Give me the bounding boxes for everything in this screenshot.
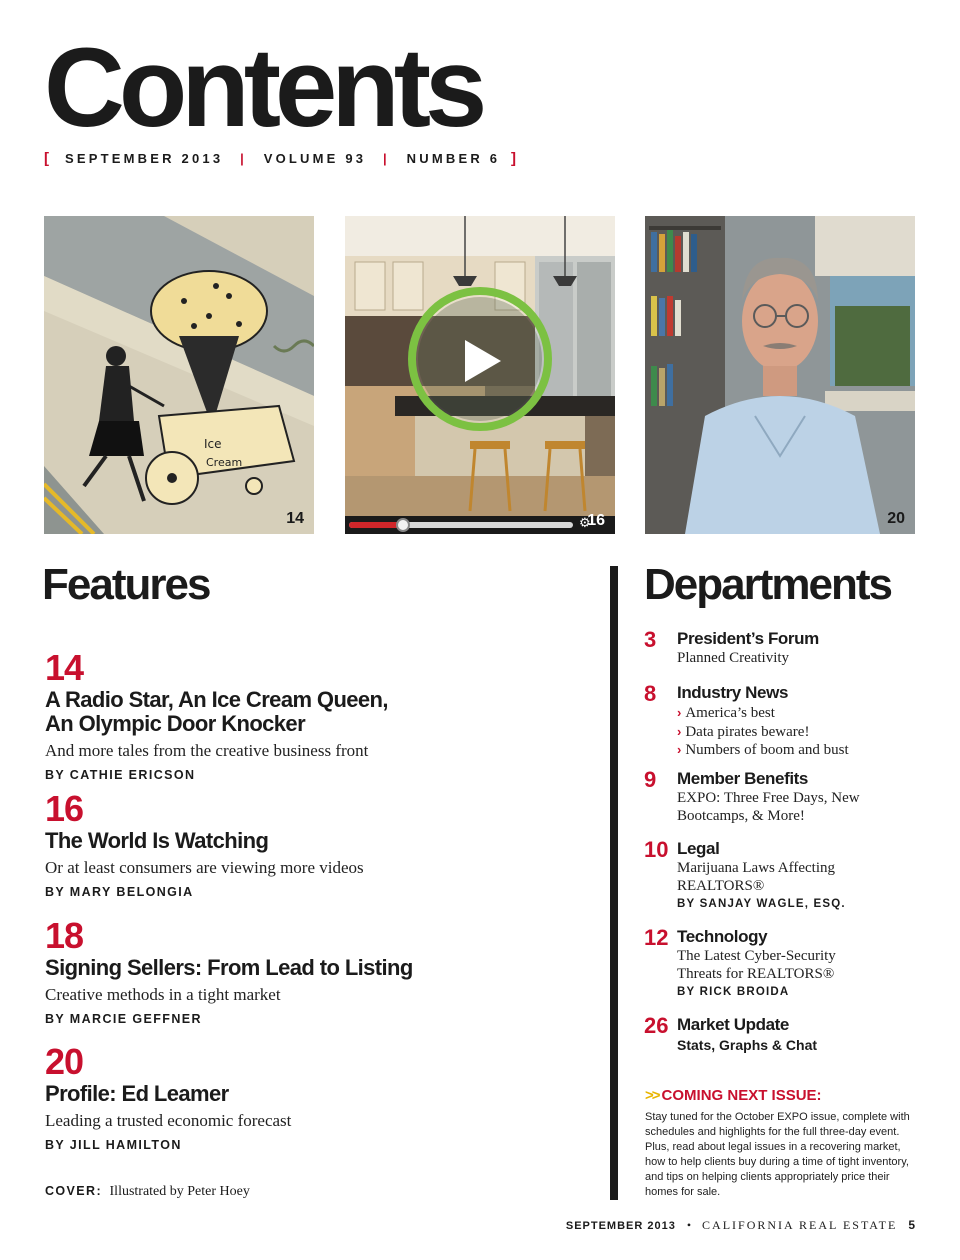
issue-number: NUMBER 6: [406, 151, 501, 166]
department-bullet-text: Numbers of boom and bust: [685, 742, 849, 758]
portrait-photo: [645, 216, 915, 534]
department-bullet: [677, 723, 924, 742]
photo-page-number: 20: [887, 510, 905, 527]
play-icon[interactable]: [455, 336, 505, 386]
feature-image-ice-cream[interactable]: [44, 216, 314, 534]
department-title[interactable]: Industry News: [677, 683, 788, 702]
video-progress-bar[interactable]: [345, 516, 615, 534]
footer-date: SEPTEMBER 2013: [565, 1220, 676, 1232]
department-page-number: 3: [644, 627, 657, 652]
department-bullet: [677, 741, 924, 760]
feature-dek: Leading a trusted economic forecast: [45, 1111, 292, 1130]
cover-credit: [45, 1184, 250, 1200]
video-progress-handle[interactable]: [396, 518, 410, 532]
feature-dek: And more tales from the creative business front: [45, 741, 369, 760]
feature-title-line: A Radio Star, An Ice Cream Queen,: [45, 687, 388, 712]
department-description: The Latest Cyber-Security: [677, 948, 836, 964]
footer-page-number: 5: [908, 1218, 915, 1232]
department-description: EXPO: Three Free Days, New: [677, 790, 860, 806]
svg-text:Cream: Cream: [206, 456, 243, 469]
bracket-close: ]: [510, 150, 520, 167]
issue-info: [44, 150, 519, 167]
department-item[interactable]: [644, 838, 924, 910]
coming-next-title: COMING NEXT ISSUE:: [661, 1087, 822, 1104]
issue-separator: |: [383, 151, 390, 166]
department-description: Threats for REALTORS®: [677, 965, 835, 982]
feature-item[interactable]: [45, 788, 585, 899]
issue-date: SEPTEMBER 2013: [65, 151, 224, 166]
department-page-number: 9: [644, 767, 657, 792]
department-description: Bootcamps, & More!: [677, 807, 805, 824]
department-page-number: 10: [644, 837, 669, 862]
feature-byline: BY CATHIE ERICSON: [45, 768, 196, 782]
gear-icon[interactable]: ⚙: [579, 516, 591, 531]
feature-item[interactable]: [45, 1041, 585, 1152]
feature-title-line: An Olympic Door Knocker: [45, 711, 306, 736]
feature-title[interactable]: [45, 688, 585, 736]
feature-page-number: 16: [45, 788, 84, 829]
feature-title[interactable]: The World Is Watching: [45, 828, 269, 853]
department-description: Planned Creativity: [677, 650, 790, 666]
page-footer: [566, 1218, 915, 1233]
department-page-number: 26: [644, 1013, 669, 1038]
cover-credit-label: COVER:: [45, 1184, 103, 1198]
features-heading: Features: [42, 560, 210, 609]
footer-publication: CALIFORNIA REAL ESTATE: [702, 1218, 898, 1232]
chevron-right-icon: ›: [677, 723, 682, 739]
feature-title[interactable]: Profile: Ed Leamer: [45, 1081, 229, 1106]
feature-byline: BY MARY BELONGIA: [45, 885, 194, 899]
department-bullet-text: Data pirates beware!: [685, 723, 810, 740]
feature-page-number: 20: [45, 1041, 84, 1082]
department-item[interactable]: [644, 628, 924, 668]
feature-byline: BY JILL HAMILTON: [45, 1138, 182, 1152]
feature-page-number: 18: [45, 915, 84, 956]
video-progress-fill: [349, 522, 403, 528]
svg-text:Ice: Ice: [204, 437, 222, 451]
chevron-right-icon: ›: [677, 705, 682, 720]
department-description: Marijuana Laws Affecting: [677, 860, 836, 876]
department-description: REALTORS®: [677, 877, 765, 894]
feature-dek: Or at least consumers are viewing more videos: [45, 858, 364, 877]
feature-title[interactable]: Signing Sellers: From Lead to Listing: [45, 955, 413, 980]
issue-separator: |: [240, 151, 247, 166]
footer-bullet: •: [686, 1218, 692, 1232]
feature-video-kitchen[interactable]: [345, 216, 615, 534]
department-item[interactable]: [644, 682, 924, 760]
photo-page-number: 16: [587, 512, 605, 529]
feature-image-portrait[interactable]: [645, 216, 915, 534]
department-item[interactable]: [644, 1014, 924, 1054]
department-title[interactable]: Technology: [677, 927, 768, 946]
department-item[interactable]: [644, 926, 924, 998]
department-title[interactable]: President’s Forum: [677, 629, 819, 648]
department-bullet-text: America’s best: [685, 705, 775, 721]
department-page-number: 8: [644, 681, 657, 706]
departments-heading: Departments: [644, 560, 891, 609]
feature-page-number: 14: [45, 647, 84, 688]
department-byline: BY RICK BROIDA: [677, 986, 790, 998]
coming-next-body: Stay tuned for the October EXPO issue, complete with schedules and highlights for the full three-day event. Plus, read about legal issues in a recovering market, how to help clients buy during a time of tight inventory, and tips on helping clients appropriately price their homes for sale.: [645, 1111, 910, 1198]
department-item[interactable]: [644, 768, 924, 825]
feature-byline: BY MARCIE GEFFNER: [45, 1012, 202, 1026]
department-title[interactable]: Legal: [677, 839, 720, 858]
coming-next-heading: [645, 1087, 822, 1104]
ice-cream-illustration: [44, 216, 314, 534]
department-page-number: 12: [644, 925, 669, 950]
chevron-right-icon: ›: [677, 742, 682, 757]
feature-item[interactable]: [45, 647, 585, 782]
bracket-open: [: [44, 150, 53, 167]
department-title[interactable]: Market Update: [677, 1015, 789, 1034]
feature-item[interactable]: [45, 915, 585, 1026]
photo-page-number: 14: [286, 510, 304, 527]
issue-volume: VOLUME 93: [263, 151, 367, 166]
double-chevron-icon: >>: [645, 1087, 659, 1104]
department-bullet: [677, 704, 924, 723]
page-title: Contents: [44, 25, 482, 150]
department-title[interactable]: Member Benefits: [677, 769, 808, 788]
department-byline: BY SANJAY WAGLE, ESQ.: [677, 898, 846, 910]
feature-dek: Creative methods in a tight market: [45, 985, 281, 1004]
column-divider: [610, 566, 618, 1200]
department-description: Stats, Graphs & Chat: [677, 1037, 818, 1053]
cover-credit-text: Illustrated by Peter Hoey: [109, 1184, 250, 1199]
